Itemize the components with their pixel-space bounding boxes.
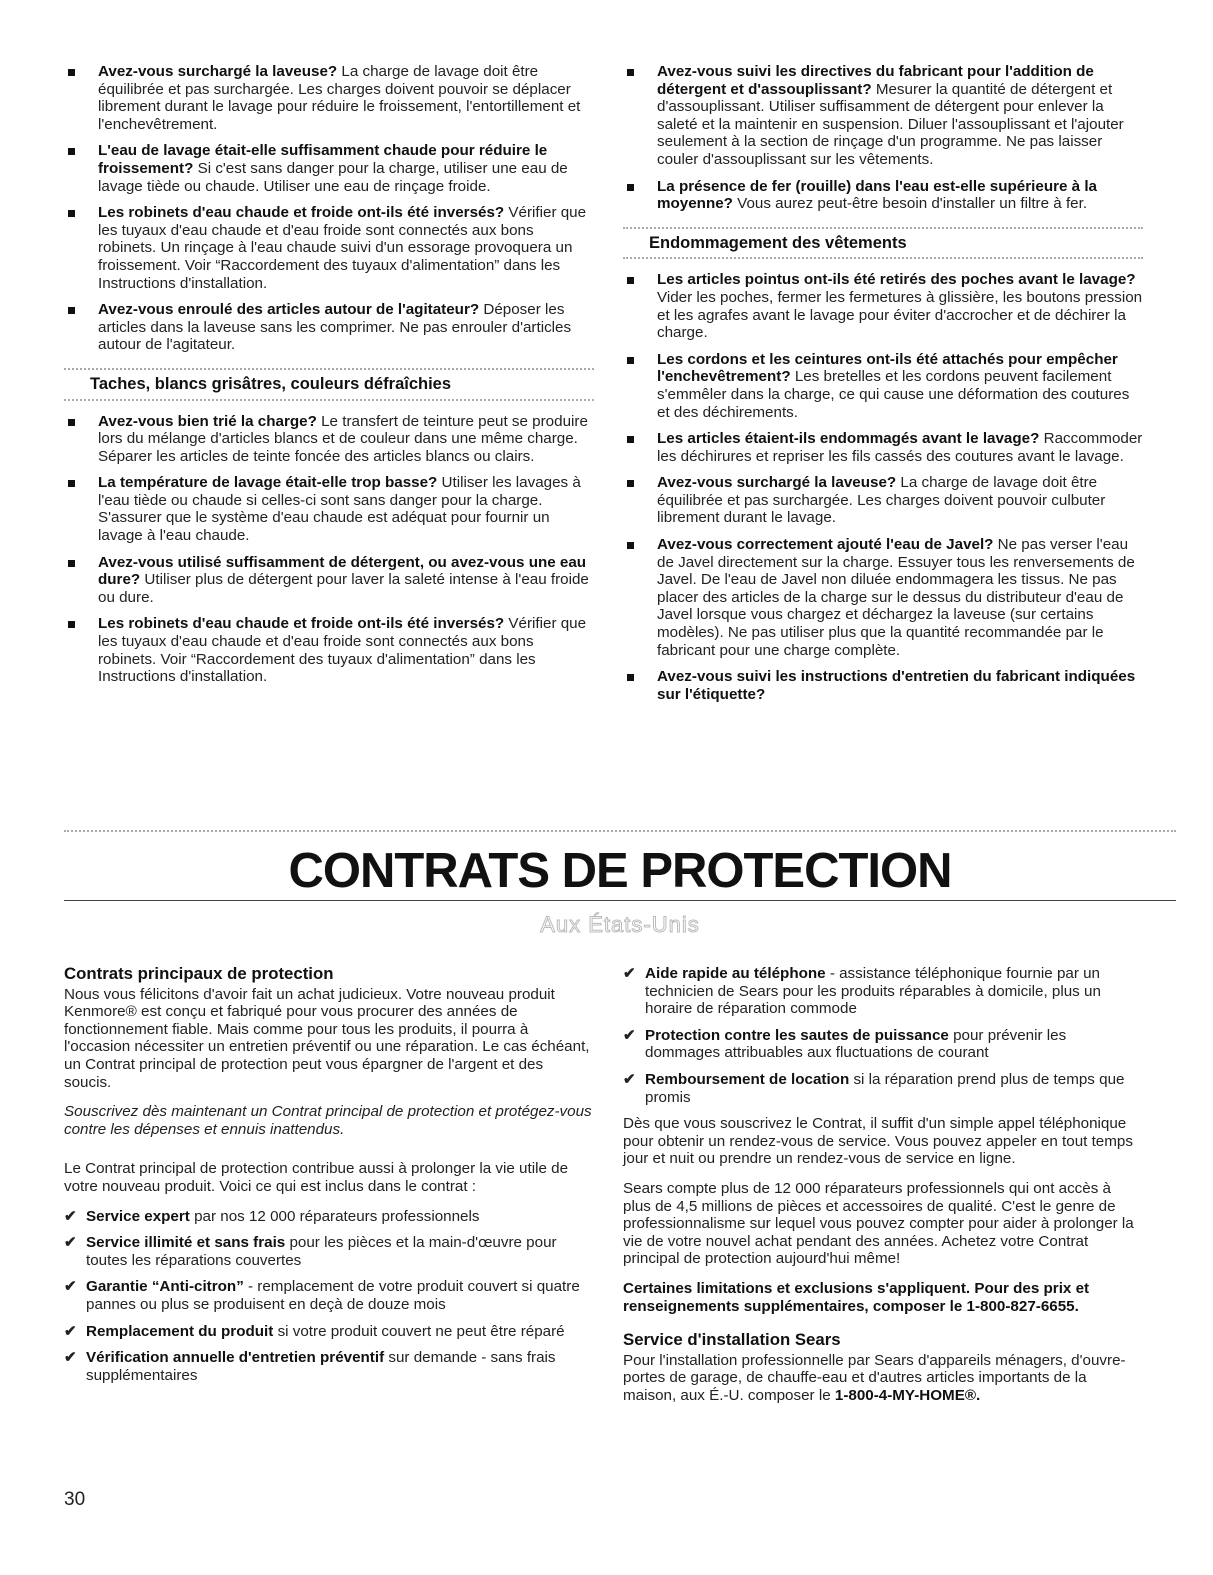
check-item [623, 1071, 1143, 1106]
right-top-list [623, 63, 1143, 213]
check-title: Vérification annuelle d'entretien préventif [86, 1349, 385, 1367]
checkmark-icon: ✔ [623, 1026, 636, 1044]
check-text: sur demande - sans frais supplémentaires [86, 1349, 556, 1384]
section-title: Endommagement des vêtements [649, 233, 907, 252]
contracts-heading: Contrats principaux de protection [64, 964, 334, 983]
question: Avez-vous correctement ajouté l'eau de Javel? [657, 536, 994, 554]
bullet-item [623, 430, 1143, 465]
checklist-left [64, 1208, 594, 1385]
answer: Vider les poches, fermer les fermetures à glissière, les boutons pression et les agrafes avant le lavage pour éviter d'accrocher et de déchirer la charge. [657, 288, 1143, 342]
contracts-italic: Souscrivez dès maintenant un Contrat principal de protection et protégez-vous contre les dépenses et ennuis inattendus. [64, 1103, 592, 1138]
bullet-square-icon [627, 542, 634, 549]
right-section-list [623, 271, 1143, 703]
checkmark-icon: ✔ [64, 1234, 77, 1252]
bullet-square-icon [68, 419, 75, 426]
answer: Vérifier que les tuyaux d'eau chaude et d'eau froide sont connectés aux bons robinets. Voir “Raccordement des tuyaux d'alimentation” dans les Instructions d'installation. [98, 615, 587, 686]
bullet-item [623, 271, 1143, 341]
question: La température de lavage était-elle trop basse? [98, 474, 438, 492]
answer: Déposer les articles dans la laveuse sans les comprimer. Ne pas enrouler d'articles autour de l'agitateur. [98, 301, 572, 354]
checkmark-icon: ✔ [623, 965, 636, 982]
check-title: Remplacement du produit [86, 1322, 274, 1340]
section-heading-stains [64, 368, 594, 401]
contracts-left [64, 965, 594, 1393]
answer: La charge de lavage doit être équilibrée et pas surchargée. Les charges doivent pouvoir culbuter librement durant le lavage. [657, 474, 1106, 527]
bullet-item [64, 474, 594, 544]
bullet-item [623, 536, 1143, 659]
question: Les robinets d'eau chaude et froide ont-ils été inversés? [98, 204, 505, 222]
page-title: CONTRATS DE PROTECTION [288, 844, 952, 898]
contracts-intro: Nous vous félicitons d'avoir fait un achat judicieux. Votre nouveau produit Kenmore® est conçu et fabriqué pour vous procurer des années de fonctionnement fiable. Mais comme pour tous les produits, il pourra à l'occasion nécessiter un entretien préventif ou une réparation. Le cas échéant, un Contrat principal de protection peut vous épargner de l'argent et des soucis. [64, 985, 590, 1091]
check-text: - remplacement de votre produit couvert si quatre pannes ou plus se produisent en deçà de douze mois [86, 1278, 580, 1313]
checkmark-icon: ✔ [64, 1349, 77, 1367]
question: Les cordons et les ceintures ont-ils été attachés pour empêcher l'enchevêtrement? [657, 350, 1118, 386]
check-item [64, 1349, 594, 1384]
right-column [623, 63, 1143, 712]
bullet-square-icon [627, 357, 634, 364]
question: Avez-vous surchargé la laveuse? [98, 63, 338, 80]
bullet-item [64, 63, 594, 133]
question: Avez-vous enroulé des articles autour de l'agitateur? [98, 301, 480, 319]
check-text: pour prévenir les dommages attribuables aux fluctuations de courant [645, 1026, 1067, 1062]
install-text [623, 1352, 1143, 1405]
check-text: par nos 12 000 réparateurs professionnels [189, 1207, 480, 1225]
answer: Utiliser plus de détergent pour laver la saleté intense à l'eau froide ou dure. [98, 571, 589, 606]
bullet-square-icon [68, 480, 75, 487]
check-title: Aide rapide au téléphone [645, 965, 826, 982]
install-phone: 1-800-4-MY-HOME®. [834, 1386, 981, 1404]
answer: Le transfert de teinture peut se produire lors du mélange d'articles blancs et de couleur dans une même charge. Séparer les articles de teinte foncée des articles blancs ou clairs. [98, 412, 588, 465]
check-text: si la réparation prend plus de temps que promis [645, 1070, 1125, 1106]
section-heading-damage [623, 227, 1143, 260]
check-text: si votre produit couvert ne peut être réparé [273, 1322, 565, 1340]
check-title: Service illimité et sans frais [86, 1234, 286, 1252]
contracts-right [623, 965, 1143, 1404]
bullet-square-icon [627, 674, 634, 681]
answer: Si c'est sans danger pour la charge, utiliser une eau de lavage tiède ou chaude. Utiliser une eau de rinçage froide. [98, 159, 568, 195]
bullet-square-icon [68, 210, 75, 217]
checklist-right [623, 965, 1143, 1106]
check-item [64, 1323, 594, 1341]
bullet-square-icon [627, 480, 634, 487]
checkmark-icon: ✔ [64, 1207, 77, 1225]
answer: Ne pas verser l'eau de Javel directement sur la charge. Essuyer tous les renversements de Javel. De l'eau de Javel non diluée endommagera les tissus. Ne pas placer des articles de la charge sur le dessus du distributeur d'eau de Javel lorsque vous chargez et déchargez la laveuse (sur certains modèles). Ne pas utiliser plus que la quantité recommandée par le fabricant pour une charge complète. [657, 536, 1135, 659]
bullet-square-icon [627, 277, 634, 284]
question: Avez-vous utilisé suffisamment de détergent, ou avez-vous une eau dure? [98, 553, 587, 589]
check-item [64, 1234, 594, 1269]
question: L'eau de lavage était-elle suffisamment chaude pour réduire le froissement? [98, 142, 548, 177]
contracts-para-1: Dès que vous souscrivez le Contrat, il suffit d'un simple appel téléphonique pour obtenir un rendez-vous de service. Vous pouvez appeler en tout temps jour et nuit ou prendre un rendez-vous de service en ligne. [623, 1115, 1133, 1168]
bullet-square-icon [627, 184, 634, 191]
check-text: - assistance téléphonique fournie par un technicien de Sears pour les produits réparables à domicile, plus un horaire de réparation commode [645, 965, 1101, 1018]
bullet-square-icon [68, 621, 75, 628]
bullet-item [64, 204, 594, 292]
bullet-square-icon [627, 436, 634, 443]
bullet-item [64, 615, 594, 685]
answer: Vérifier que les tuyaux d'eau chaude et d'eau froide sont connectés aux bons robinets. Un rinçage à l'eau chaude suivi d'un essorage provoquera un froissement. Voir “Raccordement des tuyaux d'alimentation” dans les Instructions d'installation. [98, 204, 587, 292]
answer: La charge de lavage doit être équilibrée et pas surchargée. Les charges doivent pouvoir se déplacer librement durant le lavage pour réduire le froissement, l'entortillement et l'enchevêtrement. [98, 63, 581, 133]
left-section-list [64, 413, 594, 686]
answer: Raccommoder les déchirures et repriser les fils cassés des coutures avant le lavage. [657, 430, 1143, 465]
check-title: Service expert [86, 1207, 190, 1225]
bullet-square-icon [68, 69, 75, 76]
check-item [64, 1208, 594, 1226]
bullet-item [623, 63, 1143, 169]
bullet-square-icon [68, 560, 75, 567]
page-number: 30 [64, 1489, 86, 1510]
bullet-item [623, 668, 1143, 703]
question: Avez-vous suivi les instructions d'entretien du fabricant indiquées sur l'étiquette? [657, 668, 1136, 703]
question: Avez-vous surchargé la laveuse? [657, 474, 897, 492]
question: Les articles pointus ont-ils été retirés des poches avant le lavage? [657, 271, 1136, 289]
section-title: Taches, blancs grisâtres, couleurs défraîchies [90, 374, 452, 393]
check-text: pour les pièces et la main-d'œuvre pour toutes les réparations couvertes [86, 1234, 557, 1269]
divider [64, 830, 1176, 832]
bullet-square-icon [68, 307, 75, 314]
check-title: Remboursement de location [645, 1070, 850, 1088]
bullet-item [64, 301, 594, 354]
check-item [64, 1278, 594, 1313]
check-item [623, 1027, 1143, 1062]
check-title: Garantie “Anti-citron” [86, 1278, 244, 1296]
question: Les articles étaient-ils endommagés avant le lavage? [657, 430, 1040, 448]
answer: Utiliser les lavages à l'eau tiède ou chaude si celles-ci sont sans danger pour la charge. S'assurer que le système d'eau chaude est adéquat pour fournir un lavage à l'eau chaude. [98, 474, 581, 545]
question: Avez-vous bien trié la charge? [98, 412, 317, 430]
contracts-para-2: Sears compte plus de 12 000 réparateurs professionnels qui ont accès à plus de 4,5 millions de pièces et accessoires de qualité. C'est le genre de professionnalisme sur lequel vous pouvez compter pour aider à prolonger la vie de votre nouvel achat pendant des années. Achetez votre Contrat principal de protection aujourd'hui même! [623, 1179, 1134, 1268]
checkmark-icon: ✔ [623, 1070, 636, 1088]
install-body: Pour l'installation professionnelle par Sears d'appareils ménagers, d'ouvre-portes de garage, de chauffe-eau et d'autres articles importants de la maison, aux É.-U. composer le [623, 1351, 1126, 1404]
checkmark-icon: ✔ [64, 1322, 77, 1340]
check-title: Protection contre les sautes de puissance [645, 1026, 949, 1044]
answer: Les bretelles et les cordons peuvent facilement s'emmêler dans la charge, ce qui cause une déformation des coutures et des déchirements. [657, 368, 1130, 421]
left-top-list [64, 63, 594, 354]
bullet-square-icon [68, 148, 75, 155]
bullet-square-icon [627, 69, 634, 76]
question: Avez-vous suivi les directives du fabricant pour l'addition de détergent et d'assouplissant? [657, 63, 1094, 98]
bullet-item [64, 413, 594, 466]
title-rule [64, 900, 1176, 901]
question: La présence de fer (rouille) dans l'eau est-elle supérieure à la moyenne? [657, 177, 1097, 213]
answer: Vous aurez peut-être besoin d'installer un filtre à fer. [732, 195, 1088, 213]
answer: Mesurer la quantité de détergent et d'assouplissant. Utiliser suffisamment de détergent pour enlever la saleté et la maintenir en suspension. Diluer l'assouplissant et l'ajouter seulement à la section de rinçage d'un programme. Ne pas laisser couler d'assouplissant sur les vêtements. [657, 80, 1124, 168]
bullet-item [64, 554, 594, 607]
bullet-item [623, 474, 1143, 527]
region-subtitle: Aux États-Unis [540, 912, 700, 937]
check-item [623, 965, 1143, 1018]
bullet-item [623, 351, 1143, 421]
contracts-phone-note: Certaines limitations et exclusions s'appliquent. Pour des prix et renseignements supplémentaires, composer le 1-800-827-6655. [623, 1279, 1090, 1315]
contracts-intro-2: Le Contrat principal de protection contribue aussi à prolonger la vie utile de votre nouveau produit. Voici ce qui est inclus dans le contrat : [64, 1160, 569, 1195]
left-column [64, 63, 594, 695]
checkmark-icon: ✔ [64, 1278, 77, 1296]
bullet-item [64, 142, 594, 195]
install-heading: Service d'installation Sears [623, 1330, 841, 1350]
question: Les robinets d'eau chaude et froide ont-ils été inversés? [98, 615, 505, 633]
bullet-item [623, 178, 1143, 213]
